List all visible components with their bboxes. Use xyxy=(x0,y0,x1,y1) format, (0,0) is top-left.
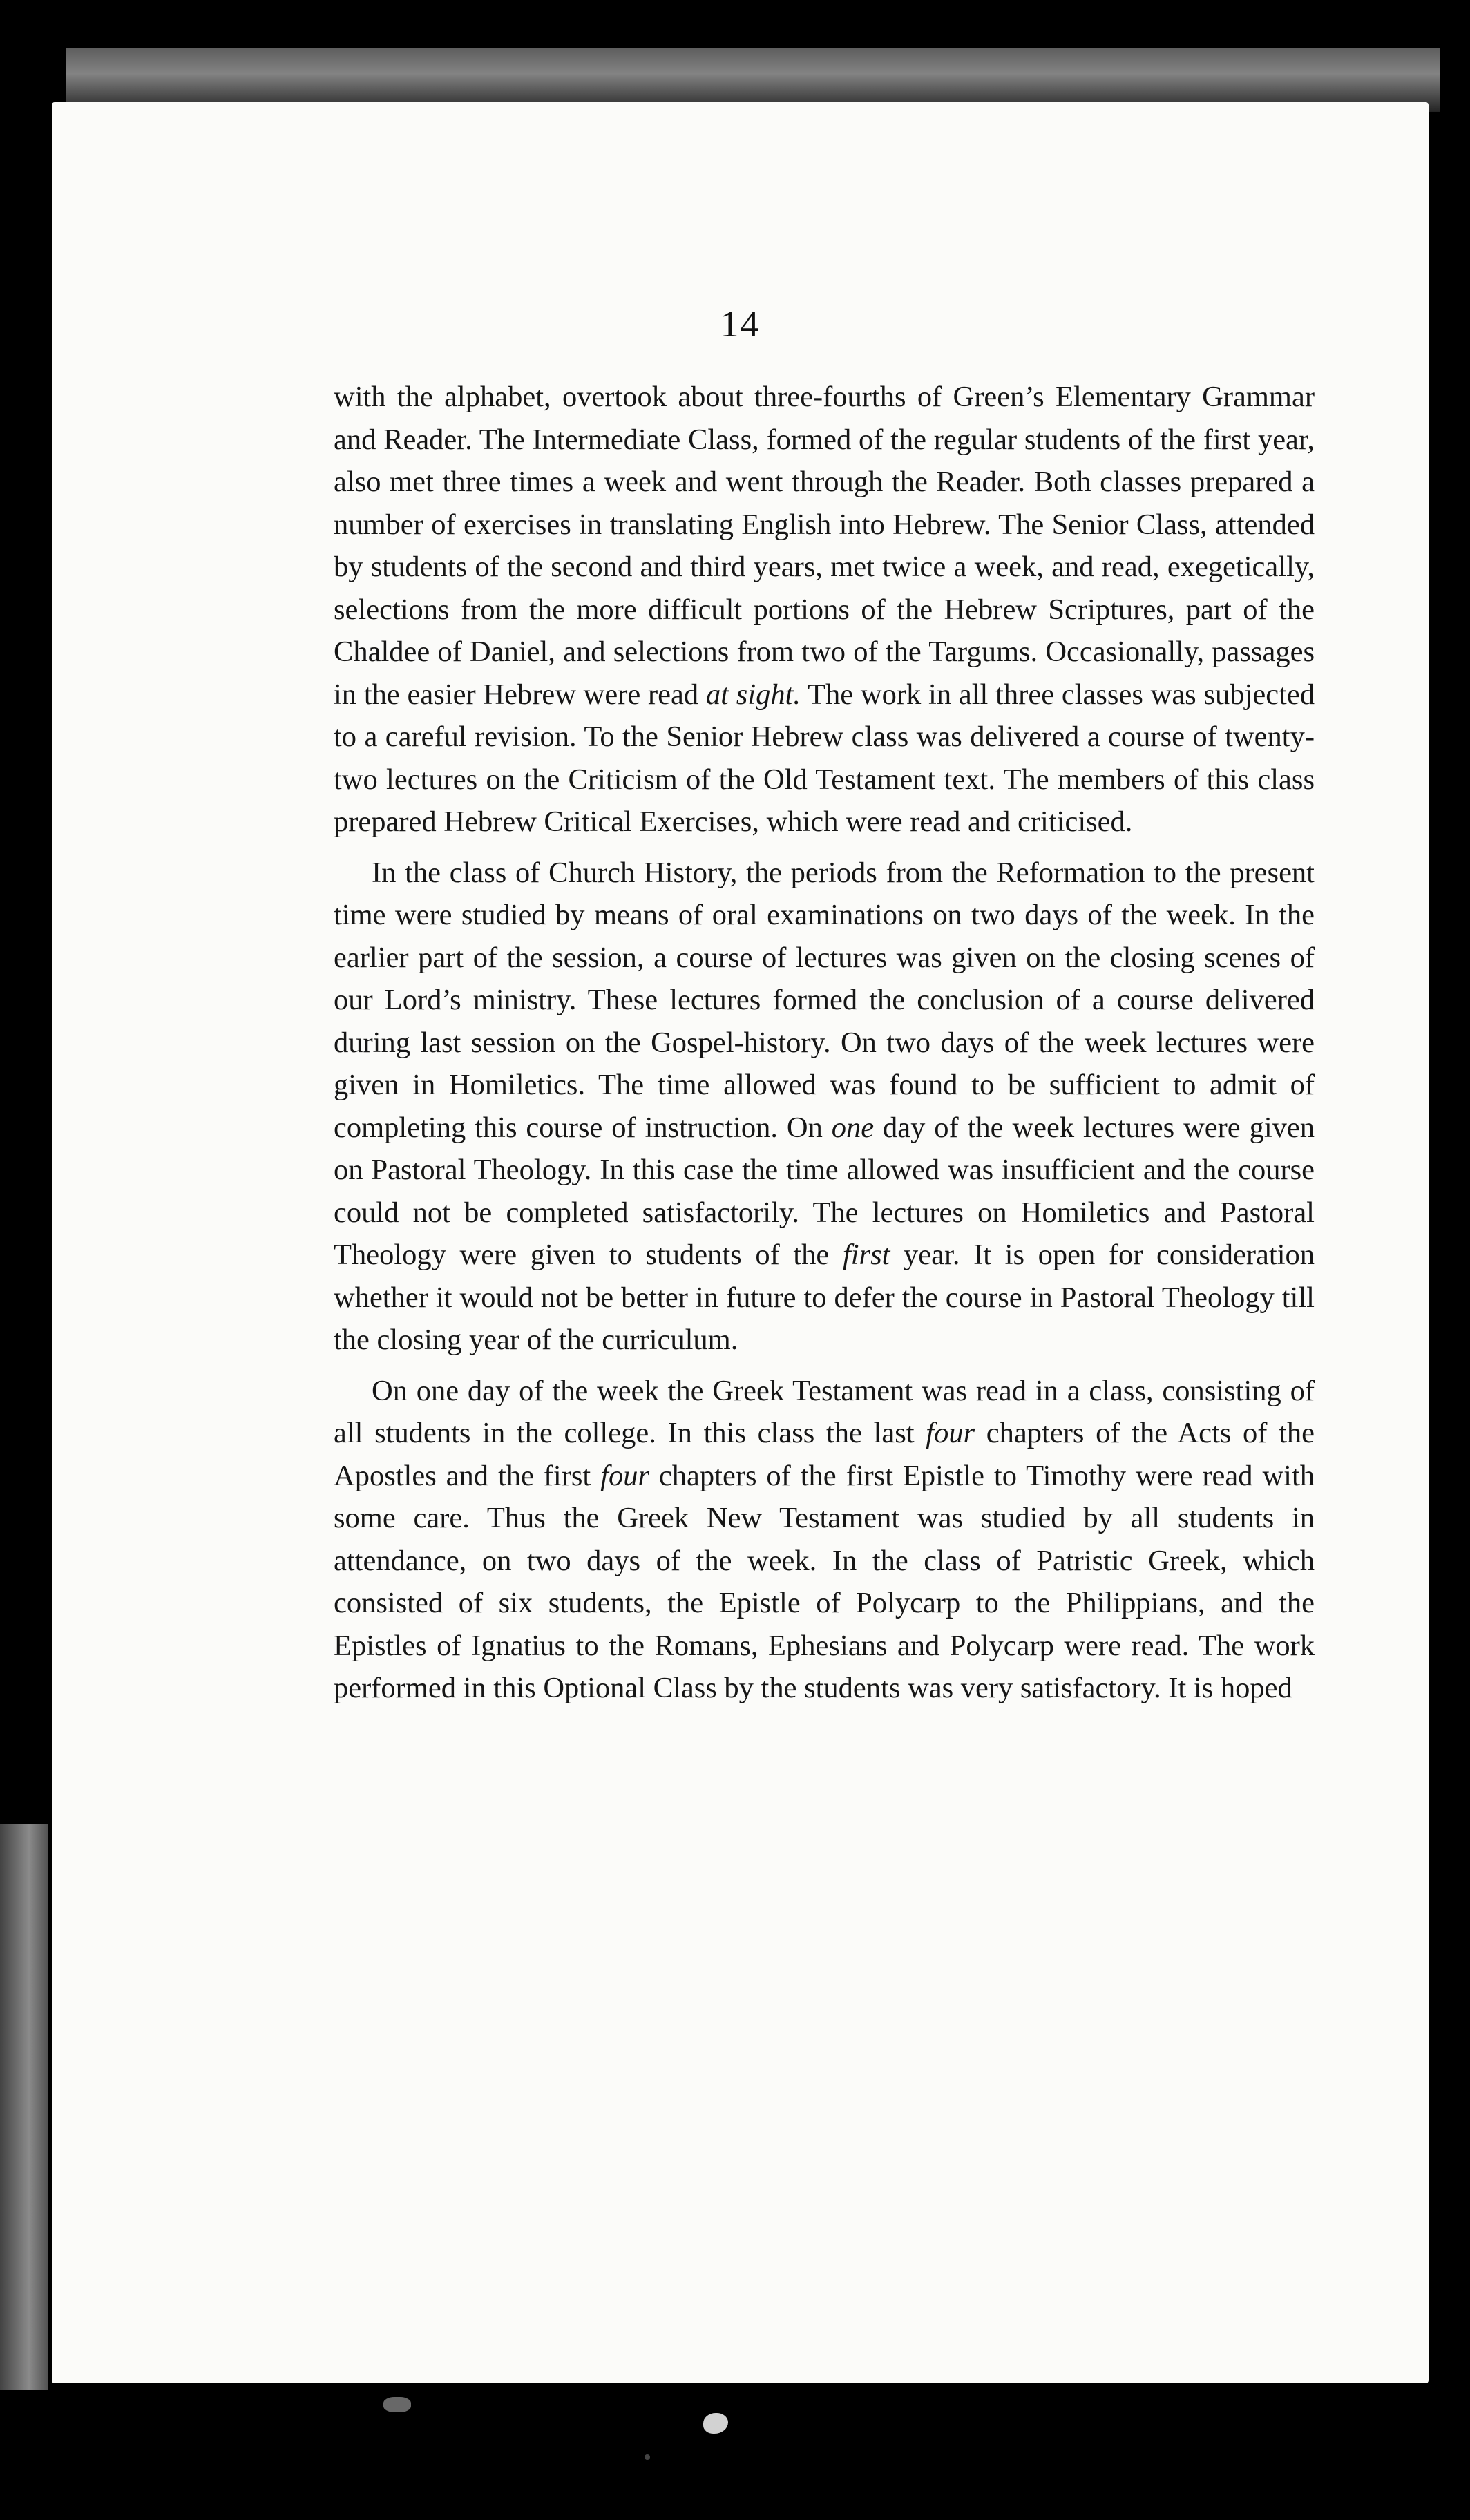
scan-smudge xyxy=(383,2397,411,2412)
text-run: chapters of the Acts of the Apostles and the first xyxy=(334,1417,1315,1492)
page-number: 14 xyxy=(720,303,761,345)
italic-run: at sight. xyxy=(705,678,801,711)
ink-dot xyxy=(645,2454,650,2460)
text-run: chapters of the first Epistle to Timothy were read with some care. Thus the Greek New Testament was studied by all students in attendance, on two days of the week. In the class of Patristic Greek, which consisted of six students, the Epistle of Polycarp to the Philippians, and the Epistles of Ignatius to the Romans, Ephesians and Polycarp were read. The work performed in this Optional Class by the students was very satisfactory. It is hoped xyxy=(334,1459,1315,1704)
text-run: year. It is open for consideration whether it would not be better in future to defer the course in Pastoral Theology till the closing year of the curriculum. xyxy=(334,1239,1315,1356)
text-run: In the class of Church History, the periods from the Reformation to the present time were studied by means of oral examinations on two days of the week. In the earlier part of the session, a course of lectures was given on the closing scenes of our Lord’s ministry. These lectures formed the conclusion of a course delivered during last session on the Gospel-history. On two days of the week lectures were given in Homiletics. The time allowed was found to be sufficient to admit of completing this course of instruction. On xyxy=(334,856,1315,1144)
text-run: The work in all three classes was subjected to a careful revision. To the Senior Hebrew class was delivered a course of twenty-two lectures on the Criticism of the Old Testament text. The members of this class prepared Hebrew Critical Exercises, which were read and criticised. xyxy=(334,678,1315,838)
italic-run: one xyxy=(831,1111,875,1144)
text-run: with the alphabet, overtook about three-fourths of Green’s Elementary Grammar and Reader. The Intermediate Class, formed of the regular students of the first year, also met three times a week and went through the Reader. Both classes prepared a number of exercises in translating English into Hebrew. The Senior Class, attended by students of the second and third years, met twice a week, and read, exegetically, selections from the more difficult portions of the Hebrew Scriptures, part of the Chaldee of Daniel, and selections from two of the Targums. Occasionally, passages in the easier Hebrew were read xyxy=(334,381,1315,711)
italic-run: four xyxy=(600,1459,650,1492)
document-page xyxy=(52,102,1429,2383)
body-text xyxy=(334,376,1315,1710)
paragraph-greek-testament xyxy=(334,1370,1315,1710)
paragraph-church-history xyxy=(334,852,1315,1362)
italic-run: first xyxy=(842,1239,890,1271)
text-run: day of the week lectures were given on Pastoral Theology. In this case the time allowed was insufficient and the course could not be completed satisfactorily. The lectures on Homiletics and Pastoral Theology were given to students of the xyxy=(334,1111,1315,1271)
text-run: On one day of the week the Greek Testament was read in a class, consisting of all students in the college. In this class the last xyxy=(334,1374,1315,1449)
paragraph-hebrew-classes xyxy=(334,376,1315,843)
page-edge-shadow-left xyxy=(0,1824,48,2390)
italic-run: four xyxy=(926,1417,975,1449)
